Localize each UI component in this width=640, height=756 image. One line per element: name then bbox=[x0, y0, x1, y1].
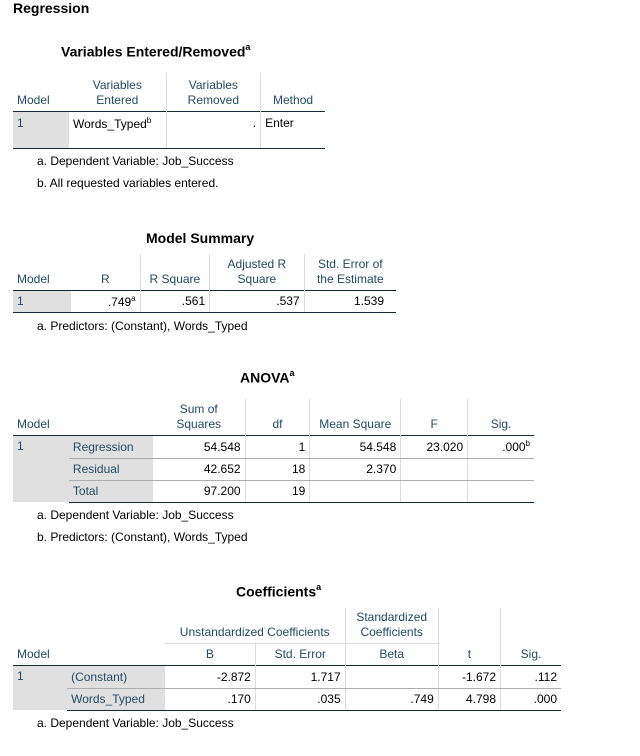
row-label: Total bbox=[69, 480, 153, 502]
col-standardized-coefficients: Standardized Coefficients bbox=[345, 608, 438, 643]
model-number: 1 bbox=[13, 290, 71, 312]
model-number: 1 bbox=[13, 111, 69, 148]
row-label: Residual bbox=[69, 458, 153, 480]
adjusted-r-square-value: .537 bbox=[210, 290, 304, 312]
ss-cell: 42.652 bbox=[153, 458, 245, 480]
table-row bbox=[13, 665, 561, 688]
col-model: Model bbox=[17, 92, 50, 107]
method-cell: Enter bbox=[261, 111, 325, 148]
df-cell: 18 bbox=[245, 458, 310, 480]
col-mean-square: Mean Square bbox=[310, 399, 401, 435]
sig-cell: .000$^b$ bbox=[468, 435, 534, 458]
beta-cell: .749 bbox=[345, 688, 438, 710]
col-model: Model bbox=[17, 416, 50, 431]
table-row bbox=[13, 688, 561, 710]
col-method: Method bbox=[273, 92, 314, 107]
row-label: Words_Typed bbox=[67, 688, 165, 710]
row-label: Regression bbox=[69, 435, 153, 458]
model-number: 1 bbox=[13, 665, 67, 710]
coefficients-table bbox=[13, 608, 561, 711]
col-model: Model bbox=[17, 646, 50, 661]
std-error-cell: 1.717 bbox=[255, 665, 345, 688]
anova-table bbox=[13, 399, 534, 503]
t-cell: -1.672 bbox=[438, 665, 500, 688]
f-cell bbox=[401, 480, 468, 502]
row-label: (Constant) bbox=[67, 665, 165, 688]
f-cell bbox=[401, 458, 468, 480]
sig-cell bbox=[468, 480, 534, 502]
col-b: B bbox=[165, 643, 256, 665]
col-variables-entered: Variables Entered bbox=[69, 73, 166, 111]
col-df: df bbox=[245, 399, 310, 435]
col-model: Model bbox=[17, 271, 50, 286]
col-t: t bbox=[438, 608, 500, 665]
table-row bbox=[13, 435, 534, 458]
table-row bbox=[13, 458, 534, 480]
r-square-value: .561 bbox=[140, 290, 210, 312]
footnote: b. Predictors: (Constant), Words_Typed bbox=[37, 530, 248, 544]
output-heading: Regression bbox=[13, 0, 90, 16]
df-cell: 19 bbox=[245, 480, 310, 502]
beta-cell bbox=[345, 665, 438, 688]
model-number: 1 bbox=[13, 435, 69, 502]
col-beta: Beta bbox=[345, 643, 438, 665]
t-cell: 4.798 bbox=[438, 688, 500, 710]
col-sum-of-squares: Sum of Squares bbox=[153, 399, 245, 435]
f-cell: 23.020 bbox=[401, 435, 468, 458]
ss-cell: 54.548 bbox=[153, 435, 245, 458]
col-sig: Sig. bbox=[490, 416, 512, 431]
table-row bbox=[13, 111, 325, 148]
std-error-cell: .035 bbox=[255, 688, 345, 710]
col-sig: Sig. bbox=[520, 646, 542, 661]
variables-table-title: Variables Entered/Removed$^a$ bbox=[61, 42, 251, 60]
col-r-square: R Square bbox=[140, 254, 210, 290]
col-f: F bbox=[401, 399, 468, 435]
footnote: a. Predictors: (Constant), Words_Typed bbox=[37, 319, 248, 333]
col-r: R bbox=[71, 254, 140, 290]
table-row bbox=[13, 480, 534, 502]
footnote: b. All requested variables entered. bbox=[37, 176, 219, 190]
table-row bbox=[13, 290, 396, 312]
variables-entered-table bbox=[13, 73, 325, 149]
sig-cell: .112 bbox=[501, 665, 562, 688]
col-std-error-estimate: Std. Error of the Estimate bbox=[316, 256, 384, 286]
col-std-error: Std. Error bbox=[255, 643, 345, 665]
col-unstandardized-coefficients: Unstandardized Coefficients bbox=[165, 608, 345, 643]
sig-cell: .000 bbox=[501, 688, 562, 710]
ms-cell: 54.548 bbox=[310, 435, 401, 458]
ms-cell bbox=[310, 480, 401, 502]
col-adjusted-r-square: Adjusted R Square bbox=[210, 254, 304, 290]
coefficients-title: Coefficients$^a$ bbox=[236, 582, 322, 600]
model-summary-table bbox=[13, 254, 396, 313]
anova-title: ANOVA$^a$ bbox=[240, 368, 295, 386]
std-error-value: 1.539 bbox=[304, 290, 396, 312]
col-variables-removed: Variables Removed bbox=[166, 73, 260, 111]
footnote: a. Dependent Variable: Job_Success bbox=[37, 154, 234, 168]
r-value: .749$^a$ bbox=[71, 290, 140, 312]
footnote: a. Dependent Variable: Job_Success bbox=[37, 716, 234, 730]
sig-cell bbox=[468, 458, 534, 480]
footnote: a. Dependent Variable: Job_Success bbox=[37, 508, 234, 522]
ss-cell: 97.200 bbox=[153, 480, 245, 502]
ms-cell: 2.370 bbox=[310, 458, 401, 480]
model-summary-title: Model Summary bbox=[146, 230, 255, 246]
b-cell: -2.872 bbox=[165, 665, 256, 688]
entered-cell: Words_Typed$^b$ bbox=[69, 111, 166, 148]
df-cell: 1 bbox=[245, 435, 310, 458]
b-cell: .170 bbox=[165, 688, 256, 710]
removed-cell: . bbox=[166, 111, 260, 148]
